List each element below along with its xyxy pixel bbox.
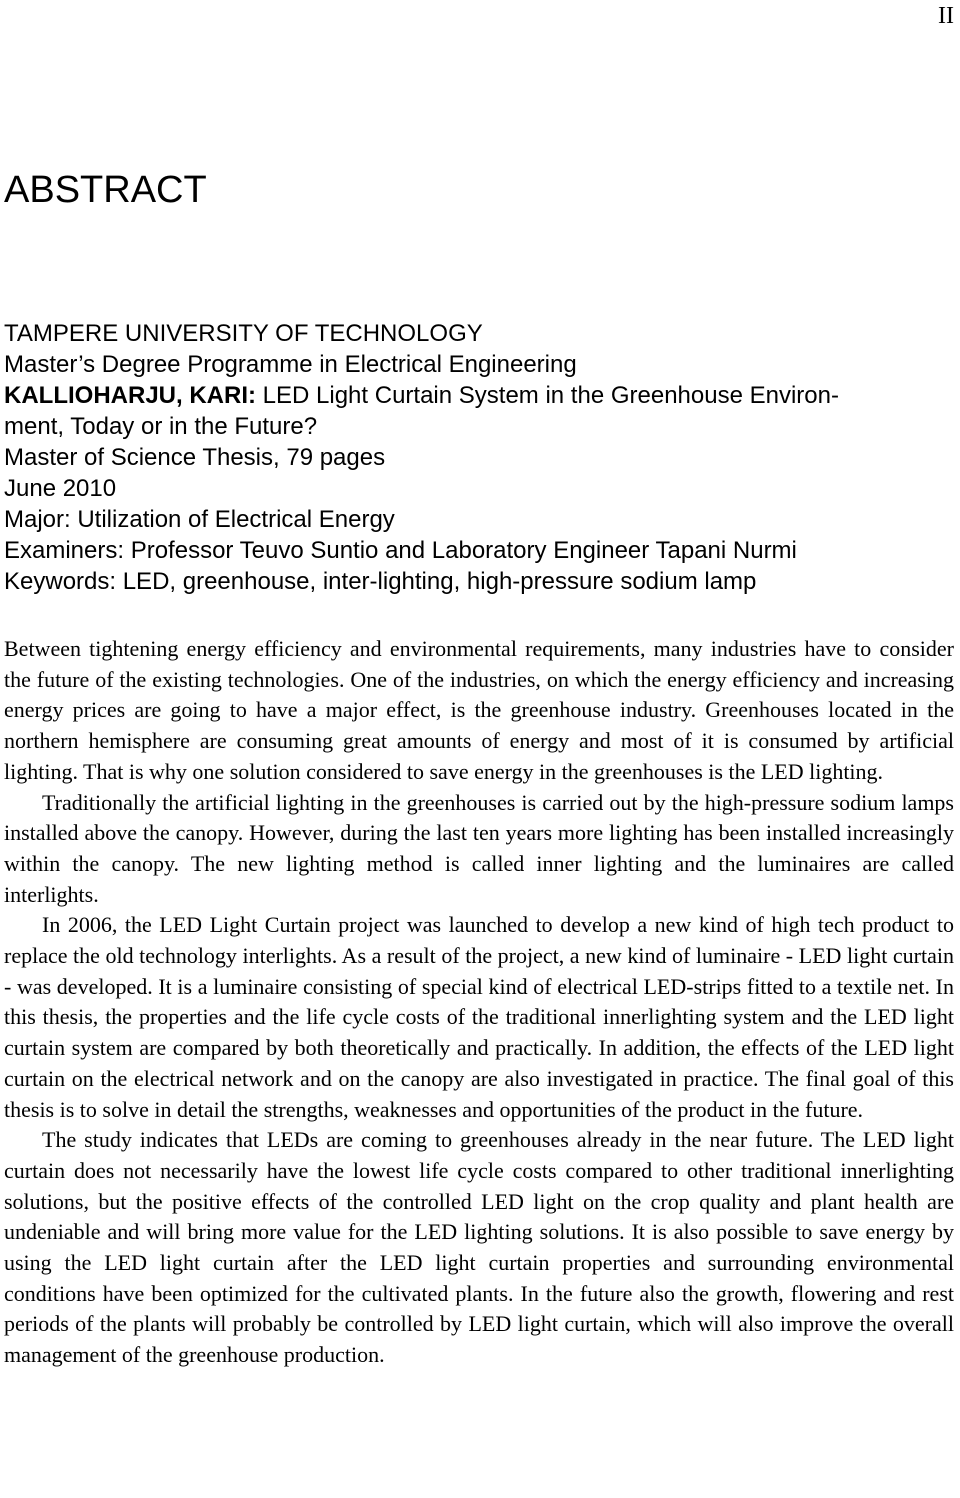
- degree-programme: Master’s Degree Programme in Electrical Engineering: [4, 351, 577, 378]
- author-name: KALLIOHARJU, KARI:: [4, 382, 256, 409]
- page-title: ABSTRACT: [4, 169, 207, 211]
- abstract-paragraph-2: Traditionally the artificial lighting in the greenhouses is carried out by the high-pressure sodium lamps installed above the canopy. However, during the last ten years more lighting has been installed increasingly within the canopy. The new lighting method is called inner lighting and the luminaires are called interlights.: [4, 789, 954, 907]
- thesis-examiners: Examiners: Professor Teuvo Suntio and Laboratory Engineer Tapani Nurmi: [4, 537, 797, 564]
- thesis-metadata: [4, 318, 956, 597]
- thesis-major: Major: Utilization of Electrical Energy: [4, 506, 395, 533]
- thesis-date: June 2010: [4, 475, 117, 502]
- thesis-info: Master of Science Thesis, 79 pages: [4, 444, 386, 471]
- university-name: TAMPERE UNIVERSITY OF TECHNOLOGY: [4, 320, 483, 347]
- page-number: II: [938, 3, 954, 29]
- thesis-keywords: Keywords: LED, greenhouse, inter-lighting, high-pressure sodium lamp: [4, 568, 757, 595]
- abstract-body: [4, 634, 954, 1371]
- abstract-paragraph-4: The study indicates that LEDs are coming to greenhouses already in the near future. The LED light curtain does not necessarily have the lowest life cycle costs compared to other traditional innerlighting solutions, but the positive effects of the controlled LED light on the crop quality and plant health are undeniable and will bring more value for the LED lighting solutions. It is also possible to save energy by using the LED light curtain after the LED light curtain properties and surrounding environmental conditions have been optimized for the cultivated plants. In the future also the growth, flowering and rest periods of the plants will probably be controlled by LED light curtain, which will also improve the overall management of the greenhouse production.: [4, 1127, 954, 1368]
- thesis-title-part1: LED Light Curtain System in the Greenhouse Environ-: [262, 382, 839, 409]
- abstract-paragraph-1: Between tightening energy efficiency and environmental requirements, many industries have to consider the future of the existing technologies. One of the industries, on which the energy efficiency and increasing energy prices are going to have a major effect, is the greenhouse industry. Greenhouses located in the northern hemisphere are consuming great amounts of energy and most of it is consumed by artificial lighting. That is why one solution considered to save energy in the greenhouses is the LED lighting.: [4, 636, 954, 784]
- thesis-title-part2: ment, Today or in the Future?: [4, 413, 318, 440]
- abstract-paragraph-3: In 2006, the LED Light Curtain project was launched to develop a new kind of high tech product to replace the old technology interlights. As a result of the project, a new kind of luminaire - LED light curtain - was developed. It is a luminaire consisting of special kind of electrical LED-strips fitted to a textile net. In this thesis, the properties and the life cycle costs of the traditional innerlighting system and the LED light curtain system are compared by both theoretically and practically. In addition, the effects of the LED light curtain on the electrical network and on the canopy are also investigated in practice. The final goal of this thesis is to solve in detail the strengths, weaknesses and opportunities of the product in the future.: [4, 912, 954, 1122]
- author-title-line: [4, 380, 956, 411]
